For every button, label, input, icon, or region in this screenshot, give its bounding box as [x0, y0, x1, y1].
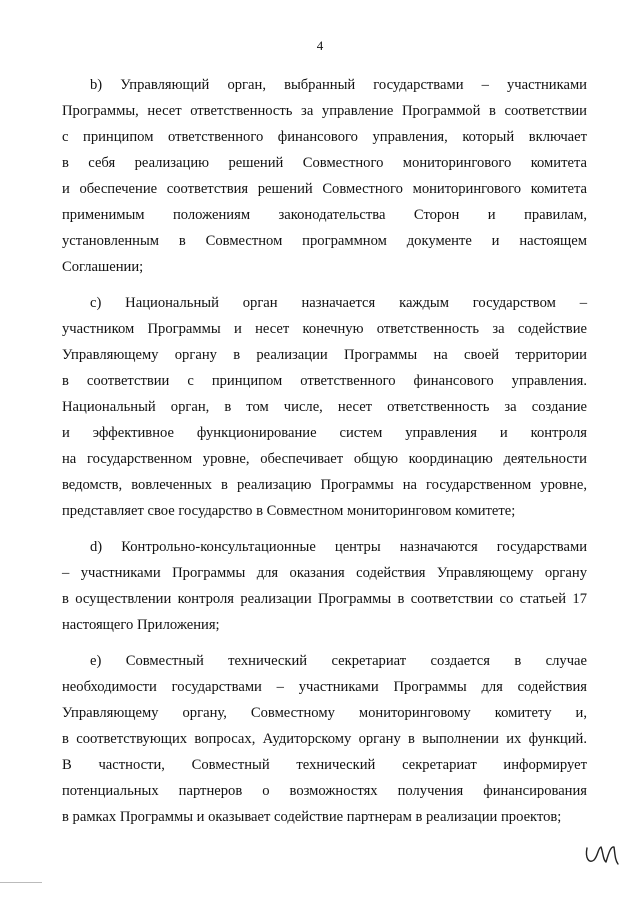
text-line: необходимости государствами – участниками Программы для содействия: [62, 679, 587, 695]
document-body: [62, 72, 587, 840]
text-line: участником Программы и несет конечную ответственность за содействие: [62, 321, 587, 337]
text-line: – участниками Программы для оказания содействия Управляющему органу: [62, 565, 587, 581]
text-line: в соответствии с принципом ответственного финансового управления.: [62, 373, 587, 389]
text-line: представляет свое государство в Совместном мониторинговом комитете;: [62, 503, 516, 519]
text-line: d) Контрольно-консультационные центры назначаются государствами: [90, 539, 587, 555]
text-line: и эффективное функционирование систем управления и контроля: [62, 425, 587, 441]
text-line: в соответствующих вопросах, Аудиторскому органу в выполнении их функций.: [62, 731, 587, 747]
text-line: настоящего Приложения;: [62, 617, 220, 633]
text-line: Соглашении;: [62, 259, 144, 275]
text-line: c) Национальный орган назначается каждым государством –: [90, 295, 587, 311]
text-line: в осуществлении контроля реализации Программы в соответствии со статьей 17: [62, 591, 587, 607]
page-number: 4: [316, 38, 324, 53]
text-line: В частности, Совместный технический секретариат информирует: [62, 757, 587, 773]
text-line: e) Совместный технический секретариат создается в случае: [90, 653, 587, 669]
paragraph-c: [62, 290, 587, 524]
text-line: ведомств, вовлеченных в реализацию Программы на государственном уровне,: [62, 477, 587, 493]
text-line: и обеспечение соответствия решений Совместного мониторингового комитета: [62, 181, 587, 197]
signature-initials-icon: [583, 838, 623, 868]
text-line: Управляющему органу, Совместному мониторинговому комитету и,: [62, 705, 587, 721]
text-line: b) Управляющий орган, выбранный государствами – участниками: [90, 77, 587, 93]
text-line: в себя реализацию решений Совместного мониторингового комитета: [62, 155, 587, 171]
paragraph-d: [62, 534, 587, 638]
text-line: Программы, несет ответственность за управление Программой в соответствии: [62, 103, 587, 119]
text-line: применимым положениям законодательства Сторон и правилам,: [62, 207, 587, 223]
paragraph-b: [62, 72, 587, 280]
text-line: на государственном уровне, обеспечивает общую координацию деятельности: [62, 451, 587, 467]
footer-rule: [0, 882, 42, 883]
paragraph-e: [62, 648, 587, 830]
text-line: с принципом ответственного финансового управления, который включает: [62, 129, 587, 145]
text-line: установленным в Совместном программном документе и настоящем: [62, 233, 587, 249]
text-line: в рамках Программы и оказывает содействие партнерам в реализации проектов;: [62, 809, 562, 825]
text-line: Управляющему органу в реализации Программы на своей территории: [62, 347, 587, 363]
text-line: Национальный орган, в том числе, несет ответственность за создание: [62, 399, 587, 415]
text-line: потенциальных партнеров о возможностях получения финансирования: [62, 783, 587, 799]
